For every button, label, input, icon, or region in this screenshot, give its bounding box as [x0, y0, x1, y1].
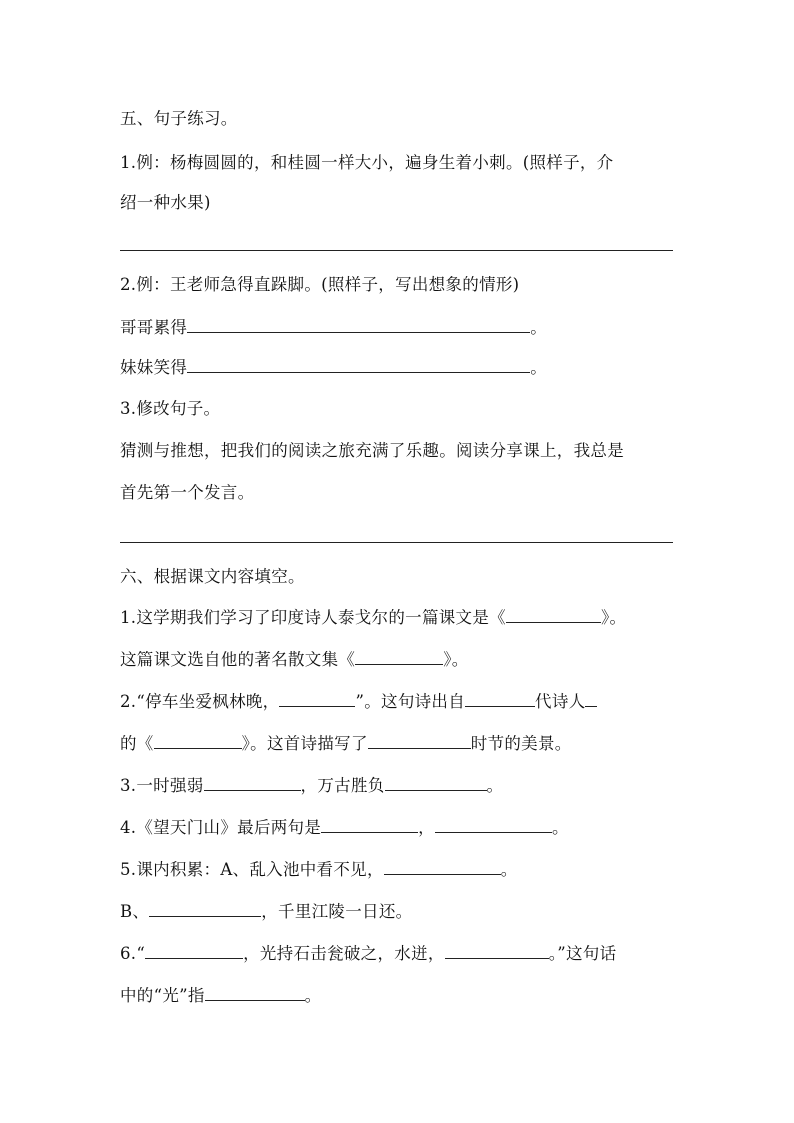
q6-6-text-a: 6.“: [120, 944, 146, 963]
q6-2-text-e: 》。这首诗描写了: [241, 734, 368, 753]
q6-1-text-c: 这篇课文选自他的著名散文集《: [120, 650, 356, 669]
section-5-title: 五、句子练习。: [120, 109, 238, 128]
q6-2-blank-2[interactable]: [465, 690, 535, 707]
q6-6-line1: [120, 942, 616, 965]
q6-2-blank-3[interactable]: [585, 690, 597, 707]
q5-2-a-blank[interactable]: [187, 316, 530, 333]
q6-1-blank-1[interactable]: [506, 606, 601, 623]
q6-4-blank-1[interactable]: [321, 816, 418, 833]
q6-1-text-b: 》。: [600, 608, 627, 627]
q6-3-text-b: ，万古胜负: [300, 776, 385, 795]
q5-1-line2: 绍一种水果): [120, 193, 211, 212]
q6-4-blank-2[interactable]: [435, 816, 552, 833]
q6-5-text-c: B、: [120, 902, 150, 921]
q5-2-a-prefix: 哥哥累得: [120, 318, 188, 337]
q6-1-line1: [120, 606, 626, 629]
q5-3-title: 3.修改句子。: [120, 399, 221, 418]
q6-5-line2: [120, 900, 412, 923]
q5-2-answer-b: [120, 356, 547, 379]
q6-3-blank-2[interactable]: [385, 774, 487, 791]
q6-6-text-b: ，光持石击瓮破之，水迸，: [243, 944, 445, 963]
q6-2-text-b: ”。这句诗出自: [355, 692, 466, 711]
q5-3-answer-line[interactable]: [120, 542, 673, 543]
q6-2-text-c: 代诗人: [535, 692, 586, 711]
q6-3-blank-1[interactable]: [204, 774, 301, 791]
q6-1-text-a: 1.这学期我们学习了印度诗人泰戈尔的一篇课文是《: [120, 608, 506, 627]
q6-2-blank-4[interactable]: [154, 732, 242, 749]
q6-6-text-e: 。: [304, 986, 322, 1005]
q6-6-blank-2[interactable]: [445, 942, 549, 959]
q6-6-line2: [120, 984, 321, 1007]
q5-2-b-suffix: 。: [530, 358, 548, 377]
q6-5-text-b: 。: [500, 860, 518, 879]
q6-5-line1: [120, 858, 518, 881]
q6-2-line2: [120, 732, 572, 755]
q5-3-line2: 首先第一个发言。: [120, 483, 255, 502]
q6-6-text-d: 中的“光”指: [120, 986, 205, 1005]
q6-3-text-a: 3.一时强弱: [120, 776, 204, 795]
q6-2-text-f: 时节的美景。: [470, 734, 572, 753]
q6-5-text-d: ，千里江陵一日还。: [261, 902, 413, 921]
q6-5-blank-1[interactable]: [384, 858, 501, 875]
q6-4-text-a: 4.《望天门山》最后两句是: [120, 818, 322, 837]
q5-2-b-blank[interactable]: [187, 356, 530, 373]
q5-2-answer-a: [120, 316, 547, 339]
q6-4-line: [120, 816, 569, 839]
q5-3-line1: 猜测与推想，把我们的阅读之旅充满了乐趣。阅读分享课上，我总是: [120, 441, 624, 460]
q6-3-text-c: 。: [486, 776, 504, 795]
q6-2-line1: [120, 690, 597, 713]
q5-2-line1: 2.例：王老师急得直跺脚。(照样子，写出想象的情形): [120, 275, 520, 294]
q6-2-text-d: 的《: [120, 734, 154, 753]
q6-5-text-a: 5.课内积累：A、乱入池中看不见，: [120, 860, 384, 879]
q5-1-answer-line[interactable]: [120, 250, 673, 251]
q6-4-text-b: ，: [418, 818, 435, 837]
q5-2-b-prefix: 妹妹笑得: [120, 358, 188, 377]
q5-2-a-suffix: 。: [530, 318, 548, 337]
q6-2-text-a: 2.“停车坐爱枫林晚，: [120, 692, 280, 711]
q6-1-line2: [120, 648, 469, 671]
q6-2-blank-5[interactable]: [368, 732, 471, 749]
q6-3-line: [120, 774, 503, 797]
q6-6-text-c: 。”这句话: [548, 944, 617, 963]
q6-1-text-d: 》。: [443, 650, 469, 669]
q6-6-blank-1[interactable]: [145, 942, 243, 959]
section-6-title: 六、根据课文内容填空。: [120, 567, 305, 586]
q6-4-text-c: 。: [551, 818, 569, 837]
q5-1-line1: 1.例：杨梅圆圆的，和桂圆一样大小，遍身生着小刺。(照样子，介: [120, 153, 614, 172]
q6-6-blank-3[interactable]: [205, 984, 305, 1001]
q6-1-blank-2[interactable]: [355, 648, 443, 665]
q6-5-blank-2[interactable]: [149, 900, 261, 917]
q6-2-blank-1[interactable]: [279, 690, 355, 707]
